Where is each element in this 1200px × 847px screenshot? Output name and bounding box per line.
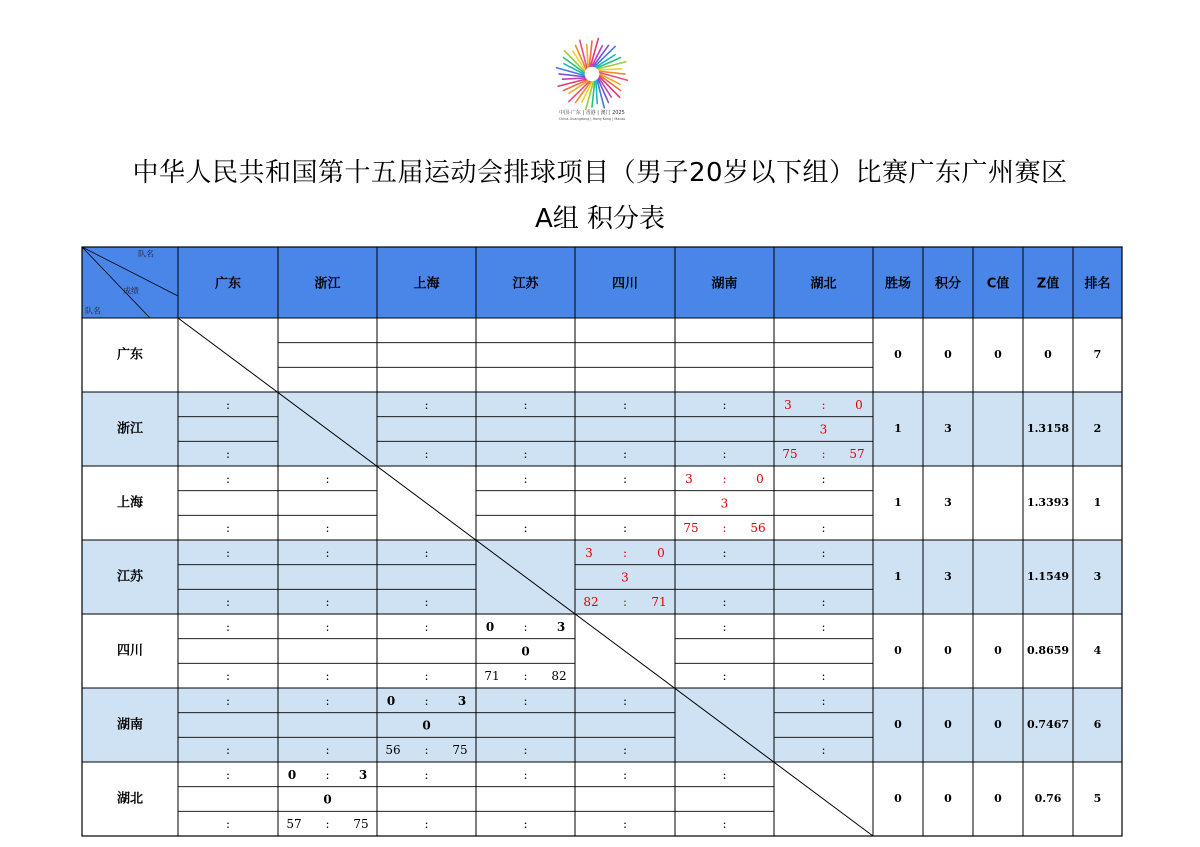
stat-value: 0: [1044, 348, 1052, 361]
score-separator: :: [722, 471, 727, 486]
header-stat-name: Z值: [1036, 276, 1060, 292]
header-stat-name: 排名: [1084, 276, 1111, 292]
score-separator: :: [622, 595, 628, 610]
rally-points-right: 56: [750, 521, 766, 536]
stat-value: 0: [944, 718, 952, 731]
rally-points-left: 71: [484, 669, 500, 684]
stat-value: 0: [944, 644, 952, 657]
score-separator: :: [523, 619, 528, 634]
score-separator: :: [424, 595, 429, 610]
rally-points-left: 82: [583, 595, 599, 610]
score-separator: :: [523, 521, 528, 536]
header-team-name: 浙江: [314, 276, 341, 292]
score-separator: :: [225, 595, 231, 610]
stat-value: 0: [994, 348, 1002, 361]
score-separator: :: [821, 471, 826, 486]
stat-value: 2: [1093, 422, 1102, 435]
score-separator: :: [622, 817, 628, 832]
score-separator: :: [722, 619, 727, 634]
score-separator: :: [424, 767, 429, 782]
stat-value: 4: [1093, 644, 1102, 657]
score-separator: :: [424, 743, 429, 758]
stat-value: 1.3158: [1026, 422, 1070, 435]
row-team-name: 湖南: [116, 717, 144, 733]
score-separator: :: [225, 619, 231, 634]
score-separator: :: [821, 595, 826, 610]
score-separator: :: [325, 767, 330, 782]
score-separator: :: [821, 743, 826, 758]
score-separator: :: [225, 669, 231, 684]
stat-value: 0.8659: [1026, 644, 1070, 657]
score-separator: :: [821, 447, 826, 462]
score-separator: :: [325, 817, 330, 832]
stat-value: 0: [994, 792, 1002, 805]
stat-value: 0.76: [1034, 792, 1062, 805]
rally-points-right: 82: [551, 669, 567, 684]
score-separator: :: [225, 521, 231, 536]
stat-value: 0.7467: [1026, 718, 1070, 731]
corner-label-top: 队名: [138, 249, 154, 259]
rally-points-left: 57: [286, 817, 302, 832]
score-separator: :: [325, 693, 330, 708]
score-separator: :: [622, 545, 628, 560]
rally-points-right: 75: [353, 817, 369, 832]
header-team-name: 广东: [214, 276, 242, 292]
score-separator: :: [424, 619, 429, 634]
score-separator: :: [325, 743, 330, 758]
stat-value: 5: [1093, 792, 1102, 805]
score-separator: :: [523, 397, 528, 412]
rally-points-left: 56: [385, 743, 401, 758]
score-separator: :: [722, 397, 727, 412]
score-separator: :: [821, 545, 826, 560]
stat-value: 1.3393: [1026, 496, 1070, 509]
score-separator: :: [424, 545, 429, 560]
stat-value: 1: [894, 422, 902, 435]
stat-value: 0: [894, 718, 902, 731]
header-team-name: 湖南: [711, 276, 738, 292]
score-separator: :: [325, 471, 330, 486]
stat-value: 3: [944, 422, 952, 435]
score-separator: :: [523, 471, 528, 486]
score-separator: :: [325, 619, 330, 634]
logo-text: 中国·广东 | 香港 | 澳门 2025: [559, 110, 625, 116]
score-separator: :: [523, 669, 528, 684]
match-points: 0: [323, 792, 332, 807]
score-separator: :: [225, 693, 231, 708]
row-shade: [82, 688, 1122, 762]
logo-subtext: China-Guangdong | Hong Kong | Macao: [558, 117, 626, 121]
row-team-name: 湖北: [116, 791, 144, 807]
stat-value: 0: [894, 792, 902, 805]
header-team-name: 江苏: [512, 276, 539, 292]
set-score-right: 0: [657, 545, 665, 560]
page-subtitle: A组 积分表: [534, 204, 666, 234]
score-separator: :: [325, 669, 330, 684]
stat-value: 1.1549: [1026, 570, 1070, 583]
score-separator: :: [424, 669, 429, 684]
score-separator: :: [325, 521, 330, 536]
score-separator: :: [722, 767, 727, 782]
score-separator: :: [821, 669, 826, 684]
score-separator: :: [622, 397, 628, 412]
header-stat-name: C值: [986, 276, 1010, 292]
score-separator: :: [523, 767, 528, 782]
score-separator: :: [225, 767, 231, 782]
score-separator: :: [821, 619, 826, 634]
stat-value: 0: [944, 348, 952, 361]
row-team-name: 广东: [116, 347, 144, 363]
rally-points-left: 75: [782, 447, 798, 462]
stat-value: 0: [894, 348, 902, 361]
score-separator: :: [722, 817, 727, 832]
rally-points-left: 75: [683, 521, 699, 536]
score-separator: :: [424, 693, 429, 708]
header-stat-name: 积分: [934, 276, 962, 292]
set-score-left: 3: [685, 471, 693, 486]
row-shade: [82, 540, 1122, 614]
score-separator: :: [622, 743, 628, 758]
stat-value: 3: [944, 570, 952, 583]
score-separator: :: [225, 545, 231, 560]
match-points: 3: [621, 570, 629, 585]
set-score-right: 3: [556, 619, 566, 634]
row-team-name: 四川: [116, 643, 144, 659]
row-shade: [82, 392, 1122, 466]
score-separator: :: [424, 817, 429, 832]
rally-points-right: 71: [651, 595, 667, 610]
set-score-left: 0: [485, 619, 495, 634]
stat-value: 0: [994, 718, 1002, 731]
row-team-name: 上海: [116, 495, 144, 511]
set-score-left: 3: [585, 545, 593, 560]
score-separator: :: [722, 595, 727, 610]
score-separator: :: [622, 471, 628, 486]
rally-points-right: 75: [452, 743, 468, 758]
score-separator: :: [722, 669, 727, 684]
match-points: 0: [422, 718, 431, 733]
score-separator: :: [225, 817, 231, 832]
stat-value: 0: [894, 644, 902, 657]
header-team-name: 四川: [611, 276, 639, 292]
page-title: 中华人民共和国第十五届运动会排球项目（男子20岁以下组）比赛广东广州赛区: [132, 158, 1068, 188]
score-separator: :: [523, 447, 528, 462]
stat-value: 3: [1093, 570, 1102, 583]
score-separator: :: [325, 545, 330, 560]
score-separator: :: [225, 397, 231, 412]
score-separator: :: [622, 521, 628, 536]
set-score-right: 0: [855, 397, 863, 412]
score-separator: :: [523, 743, 528, 758]
score-separator: :: [424, 397, 429, 412]
row-team-name: 浙江: [116, 421, 144, 437]
score-separator: :: [523, 817, 528, 832]
score-separator: :: [821, 521, 826, 536]
set-score-left: 3: [784, 397, 792, 412]
score-separator: :: [722, 447, 727, 462]
rally-points-right: 57: [849, 447, 865, 462]
set-score-right: 3: [358, 767, 368, 782]
score-separator: :: [722, 545, 727, 560]
score-separator: :: [523, 693, 528, 708]
stat-value: 6: [1093, 718, 1102, 731]
score-separator: :: [821, 693, 826, 708]
header-team-name: 上海: [413, 276, 440, 292]
stat-value: 0: [994, 644, 1002, 657]
score-separator: :: [424, 447, 429, 462]
stat-value: 1: [894, 570, 902, 583]
corner-label-middle: 成绩: [123, 286, 139, 296]
match-points: 0: [521, 644, 530, 659]
stat-value: 3: [944, 496, 952, 509]
score-separator: :: [722, 521, 727, 536]
score-separator: :: [622, 693, 628, 708]
set-score-right: 3: [457, 693, 467, 708]
set-score-left: 0: [386, 693, 396, 708]
score-separator: :: [225, 471, 231, 486]
stat-value: 1: [894, 496, 902, 509]
score-separator: :: [622, 767, 628, 782]
score-separator: :: [325, 595, 330, 610]
stat-value: 0: [944, 792, 952, 805]
header-team-name: 湖北: [810, 276, 837, 292]
stat-value: 1: [1093, 496, 1102, 509]
set-score-left: 0: [287, 767, 297, 782]
header-stat-name: 胜场: [884, 276, 912, 292]
match-points: 3: [819, 422, 828, 437]
corner-label-bottom: 队名: [85, 306, 101, 316]
score-separator: :: [821, 397, 826, 412]
match-points: 3: [720, 496, 729, 511]
row-team-name: 江苏: [116, 569, 144, 585]
stat-value: 7: [1093, 348, 1102, 361]
set-score-right: 0: [756, 471, 764, 486]
score-separator: :: [225, 447, 231, 462]
score-separator: :: [225, 743, 231, 758]
score-separator: :: [622, 447, 628, 462]
